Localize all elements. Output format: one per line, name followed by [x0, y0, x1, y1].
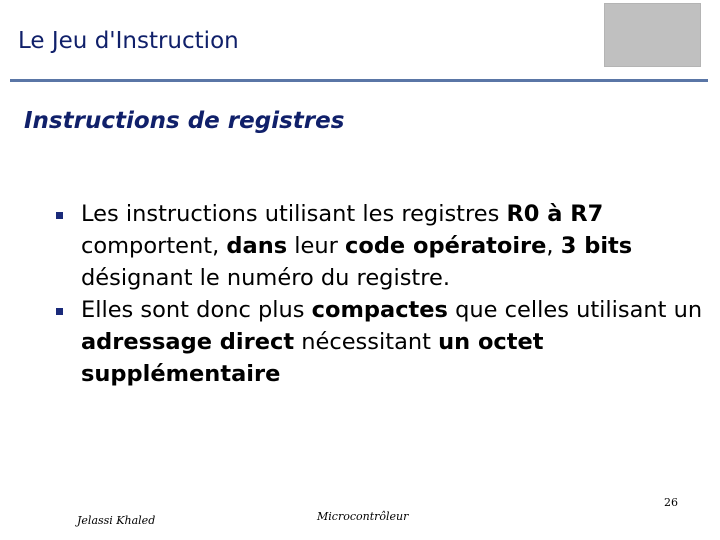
plain-text: Les instructions utilisant les registres	[81, 201, 507, 227]
emphasis-text: 3 bits	[560, 233, 633, 259]
bullet-item-1	[56, 198, 706, 294]
plain-text: comportent,	[81, 233, 227, 259]
page-number: 26	[664, 496, 678, 509]
emphasis-text: adressage direct	[81, 329, 295, 355]
square-bullet-icon	[56, 308, 63, 315]
bullet-item-2	[56, 294, 706, 390]
header-logo-placeholder	[604, 3, 701, 67]
plain-text: Elles sont donc plus	[81, 297, 312, 323]
emphasis-text: compactes	[311, 297, 448, 323]
emphasis-text: code opératoire	[345, 233, 547, 259]
slide-subtitle: Instructions de registres	[24, 108, 345, 134]
emphasis-text: dans	[226, 233, 288, 259]
plain-text: désignant le numéro du registre.	[81, 265, 450, 291]
plain-text: que celles utilisant un	[447, 297, 703, 323]
plain-text: ,	[546, 233, 561, 259]
plain-text: leur	[287, 233, 346, 259]
square-bullet-icon	[56, 212, 63, 219]
emphasis-text: un octet supplémentaire	[81, 329, 544, 387]
slide-header-title: Le Jeu d'Instruction	[18, 28, 239, 54]
bullet-list	[56, 198, 706, 390]
plain-text: nécessitant	[294, 329, 439, 355]
emphasis-text: R0 à R7	[506, 201, 604, 227]
footer-course-name: Microcontrôleur	[317, 510, 409, 523]
header-divider	[10, 79, 708, 82]
footer-author: Jelassi Khaled	[77, 514, 156, 527]
bullet-text	[81, 201, 632, 291]
bullet-text	[81, 297, 702, 387]
